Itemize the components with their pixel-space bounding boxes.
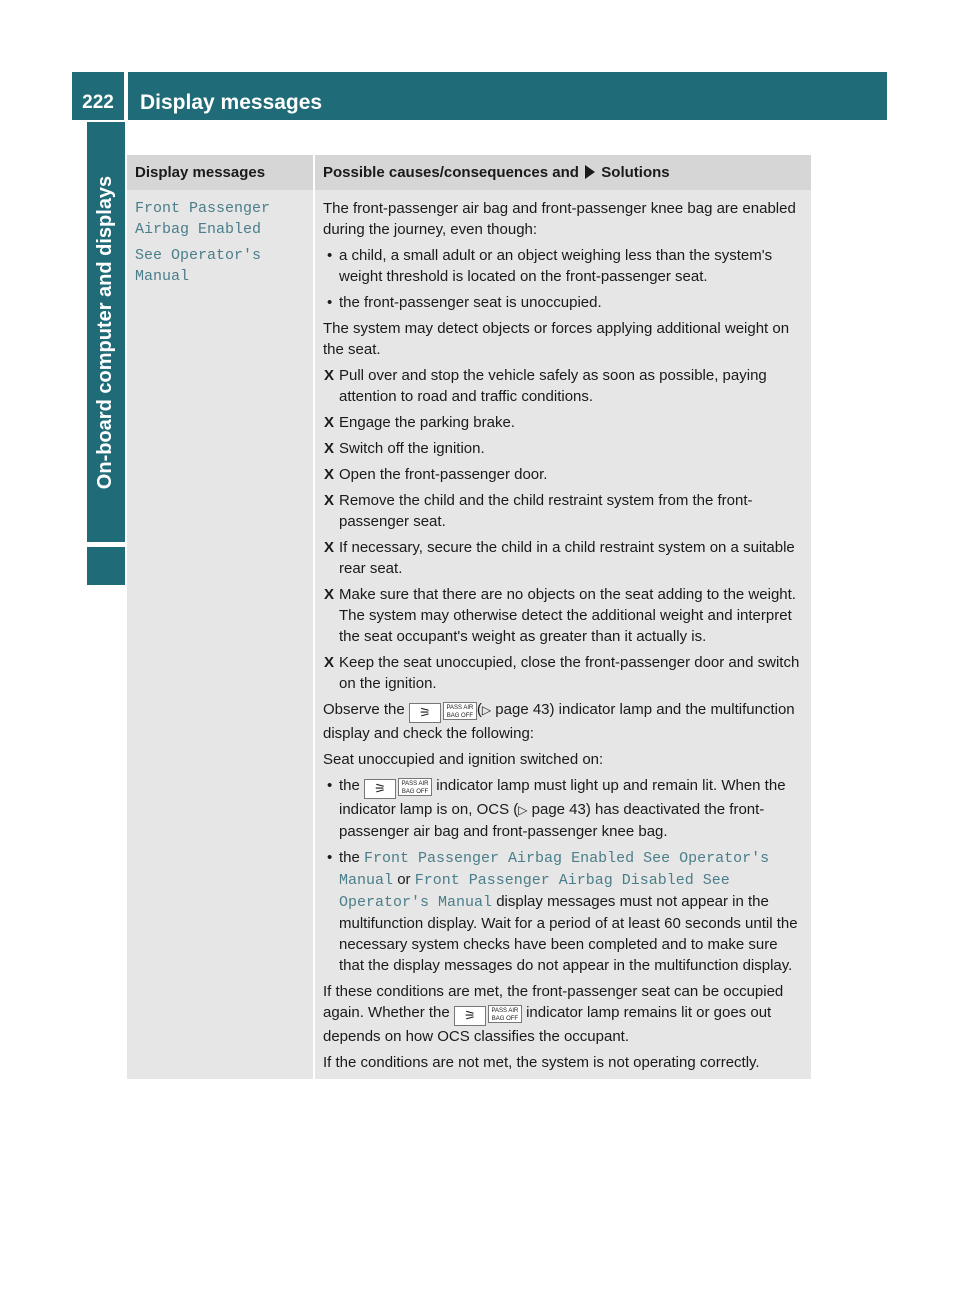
col-header-solutions-text: Possible causes/consequences and (323, 164, 579, 181)
cause-item: • a child, a small adult or an object weighing less than the system's weight threshold is located on the front-passenger seat. (323, 245, 805, 287)
page-ref-icon: ▷ (518, 803, 528, 817)
page-ref-icon: ▷ (481, 703, 492, 717)
final-text-a: If these conditions are met, the front-passenger seat can be occupied again. Whether the (323, 983, 784, 1021)
page-title: Display messages (128, 72, 887, 120)
observe-ref-text: page 43) indicator lamp and the multifunction display and check the following: (323, 701, 795, 742)
step-text: Remove the child and the child restraint system from the front-passenger seat. (339, 492, 753, 530)
step-marker: X (324, 539, 335, 556)
step-text: If necessary, secure the child in a child restraint system on a suitable rear seat. (339, 539, 795, 577)
message-line: Front Passenger (135, 200, 271, 217)
occupant-icon: ⚞ (454, 1006, 486, 1026)
final-text-b: indicator lamp remains lit or goes out depends on how OCS classifies the occupant. (323, 1004, 772, 1045)
step-item (323, 652, 805, 694)
check-text: page 43) has deactivated the front-passenger air bag and front-passenger knee bag. (339, 801, 765, 840)
col-header-messages: Display messages (127, 155, 314, 190)
step-text: Pull over and stop the vehicle safely as soon as possible, paying attention to road and traffic conditions. (339, 367, 767, 405)
consequence-text: The system may detect objects or forces applying additional weight on the seat. (323, 320, 790, 358)
step-text: Open the front-passenger door. (339, 466, 548, 483)
step-item (323, 365, 805, 407)
occupant-icon: ⚞ (364, 779, 396, 799)
message-line: Airbag Enabled (135, 221, 262, 238)
check-item (323, 775, 805, 842)
check-text: the (339, 777, 360, 794)
page-number: 222 (72, 72, 124, 120)
step-text: Make sure that there are no objects on the seat adding to the weight. (339, 586, 796, 603)
display-messages-table (127, 155, 811, 1079)
step-text: Engage the parking brake. (339, 414, 515, 431)
check-text: or (397, 871, 411, 888)
pass-air-bag-off-icon: PASS AIR BAG OFF (398, 778, 432, 796)
pass-air-bag-off-icon: PASS AIR BAG OFF (488, 1005, 522, 1023)
step-marker: X (324, 367, 335, 384)
message-line: See Operator's (135, 247, 262, 264)
observe-text-a: Observe the (323, 701, 405, 718)
col-header-solutions-b: Solutions (601, 164, 670, 181)
step-item (323, 584, 805, 647)
step-marker: X (324, 440, 335, 457)
table-header-row (127, 155, 811, 190)
step-item (323, 438, 805, 459)
intro-text: The front-passenger air bag and front-passenger knee bag are enabled during the journey, even though: (323, 200, 796, 238)
check-text: indicator lamp must light up and remain lit. When the indicator lamp is on, OCS ( (339, 777, 786, 818)
step-note: The system may otherwise detect the additional weight and interpret the seat occupant's weight as greater than it actually is. (339, 607, 792, 645)
table-row (127, 190, 811, 1079)
step-item (323, 537, 805, 579)
message-line: Manual (135, 268, 190, 285)
final-text (323, 981, 805, 1047)
cause-item: • the front-passenger seat is unoccupied. (323, 292, 805, 313)
step-text: Switch off the ignition. (339, 440, 485, 457)
side-tab-marker (87, 547, 125, 585)
step-marker: X (324, 492, 335, 509)
col-header-solutions (314, 155, 811, 190)
check-item (323, 847, 805, 976)
observe-text-b: ( (476, 701, 482, 718)
check-text: display messages must not appear in the multifunction display. Wait for a period of at least 60 seconds until the necessary system checks have been completed and to make sure that the display messages do not appear in the multifunction display. (339, 893, 798, 974)
check-text: the (339, 849, 360, 866)
side-tab-label: On-board computer and displays (94, 175, 117, 489)
side-tab-label-wrap (87, 122, 125, 542)
observe-text (323, 699, 805, 744)
occupant-icon: ⚞ (409, 703, 441, 723)
step-item (323, 490, 805, 532)
solutions-cell (314, 190, 811, 1079)
step-item (323, 412, 805, 433)
step-item (323, 464, 805, 485)
seat-unoccupied-text: Seat unoccupied and ignition switched on: (323, 751, 604, 768)
step-marker: X (324, 414, 335, 431)
display-message-ref: Front Passenger Airbag Enabled See Operator's Manual (339, 850, 770, 889)
pass-air-bag-off-icon: PASS AIR BAG OFF (443, 702, 477, 720)
step-text: Keep the seat unoccupied, close the front-passenger door and switch on the ignition. (339, 654, 800, 692)
step-marker: X (324, 654, 335, 671)
arrow-right-icon (585, 165, 595, 179)
message-cell (127, 190, 314, 1079)
step-marker: X (324, 586, 335, 603)
display-message-ref: Front Passenger Airbag Disabled See Operator's Manual (339, 872, 730, 911)
final-note: If the conditions are not met, the system is not operating correctly. (323, 1054, 760, 1071)
step-marker: X (324, 466, 335, 483)
